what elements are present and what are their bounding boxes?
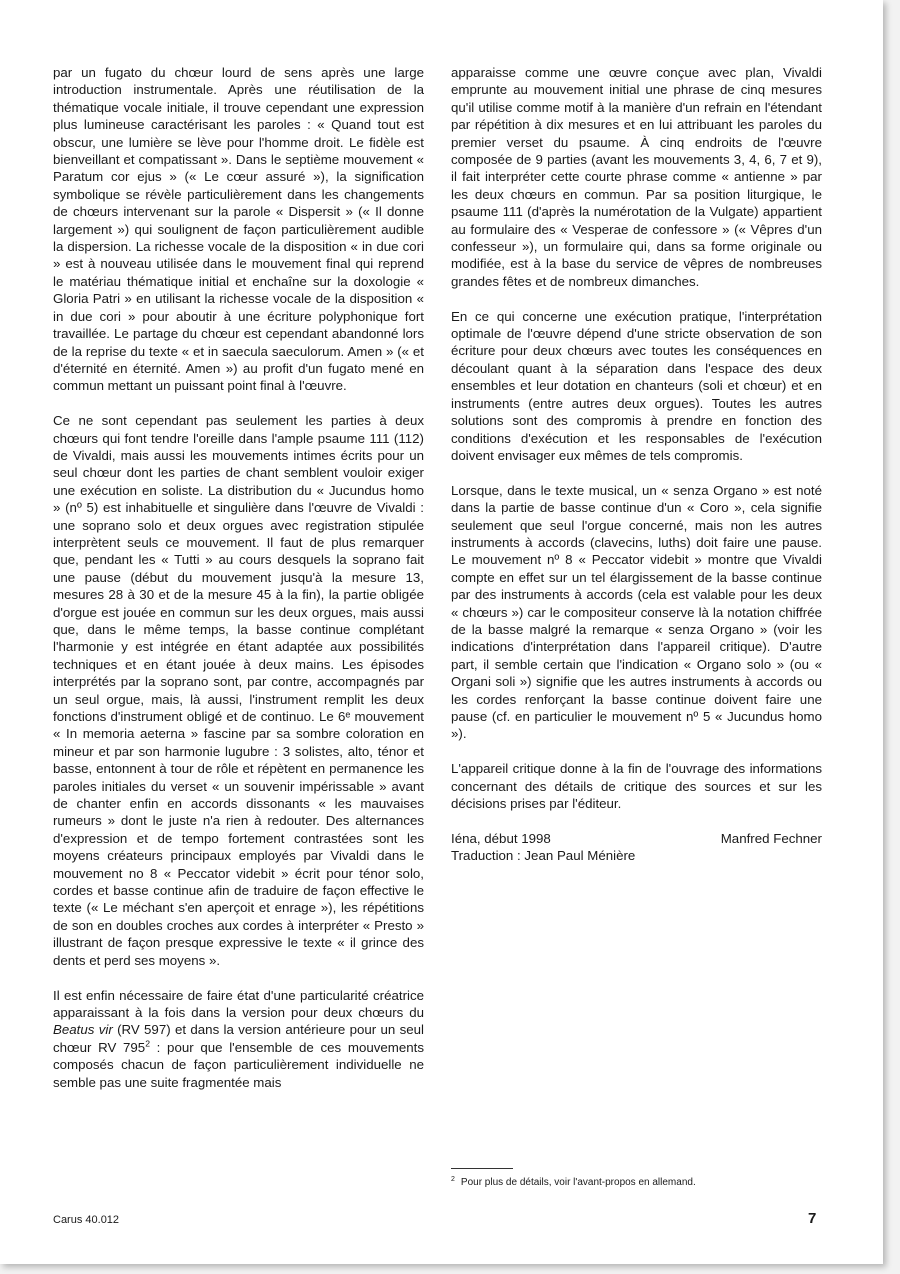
translation-credit: Traduction : Jean Paul Ménière xyxy=(451,848,636,864)
left-paragraph-3-part-a: Il est enfin nécessaire de faire état d'une particularité créatrice apparaissant à la fois dans la version pour deux chœurs du xyxy=(53,987,424,1020)
catalog-number: Carus 40.012 xyxy=(53,1214,120,1226)
left-paragraph-2: Ce ne sont cependant pas seulement les parties à deux chœurs qui font tendre l'oreille dans l'ample psaume 111 (112) de Vivaldi, mais aussi les mouvements intimes écrits pour un seul chœur dont les parties de chant semblent vouloir exiger une exécution en soliste. La distribution du « Jucundus homo » (nº 5) est inhabituelle et singulière dans l'œuvre de Vivaldi : une soprano solo et deux orgues avec registration stipulée interprètent seuls ce mouvement. Il faut de plus remarquer que, pendant les « Tutti » au cours desquels la soprano fait une pause (début du mouvement jusqu'à la mesure 13, mesures 28 à 30 et de la mesure 45 à la fin), la partie obligée d'orgue est jouée en commun sur les deux orgues, mais aussi que, dans le même temps, la basse continue complétant l'harmonie y est intégrée en étant adaptée aux possibilités techniques et en étant jouée à deux mains. Les épisodes interprétés par la soprano sont, par contre, accompagnés par un seul orgue, mais, là aussi, l'instrument remplit les deux fonctions d'instrument obligé et de continuo. Le 6ᵉ mouvement « In memoria aeterna » fascine par sa sombre coloration en mineur et par son harmonie lugubre : 3 solistes, alto, ténor et basse, entonnent à tour de rôle et répètent en permanence les paroles initiales du verset « un souvenir impérissable » avant de chanter enfin en accords dissonants « les mauvaises rumeurs » dont le juste n'a rien à redouter. Des alternances d'expression et de tempo fortement contrastées sont les moyens créateurs principaux employés par Vivaldi dans le mouvement no 8 « Peccator videbit » écrit pour ténor solo, cordes et basse continue afin de traduire de façon effective le texte (« Le méchant s'en aperçoit et enrage »), les répétitions de son en doubles croches aux cordes à interpréter « Presto » illustrant de façon presque expressive le texte « il grince des dents et perd ses moyens ». xyxy=(53,413,424,968)
footnote-reference[interactable]: 2 xyxy=(145,1038,150,1049)
place-date: Iéna, début 1998 xyxy=(451,830,551,846)
left-column xyxy=(53,64,424,1108)
footnote xyxy=(451,1176,831,1189)
signature-row xyxy=(451,830,822,847)
left-paragraph-3-part-b: (RV 597) et dans la version antérieure pour un seul chœur RV 795 xyxy=(53,1022,424,1055)
left-paragraph-1: par un fugato du chœur lourd de sens après une large introduction instrumentale. Après une réutilisation de la thématique vocale initiale, il trouve cependant une expression plus lumineuse caractérisant les paroles : « Quand tout est obscur, une lumière se lève pour l'homme droit. Le fidèle est bienveillant et compatissant ». Dans le septième mouvement « Paratum cor ejus » (« Le cœur assuré »), la signification symbolique se révèle particulièrement dans les changements de chœurs intervenant sur la parole « Dispersit » (« Il donne largement ») qui soulignent de façon particulièrement audible la dispersion. La richesse vocale de la disposition « in due cori » est à nouveau utilisée dans le mouvement final qui reprend le matériau thématique initial et enchaîne sur la doxologie « Gloria Patri » en utilisant la richesse vocale de la disposition « in due cori » pour aboutir à une écriture polyphonique fort travaillée. Le partage du chœur est cependant abandonné lors de la reprise du texte « et in saecula saeculorum. Amen » (« et d'éternité en éternité. Amen ») au profit d'un fugato mené en commun mettant un puissant point final à l'œuvre. xyxy=(53,65,424,394)
left-paragraph-3-part-c: : pour que l'ensemble de ces mouvements composés chacun de façon particulièrement individuelle ne semble pas une suite fragmentée mais xyxy=(53,1039,424,1090)
footnote-text: Pour plus de détails, voir l'avant-propos en allemand. xyxy=(460,1177,696,1188)
right-paragraph-3: Lorsque, dans le texte musical, un « senza Organo » est noté dans la partie de basse continue d'un « Coro », cela signifie seulement que seul l'orgue concerné, mais non les autres instruments à accords (clavecins, luths) doit faire une pause. Le mouvement nº 8 « Peccator videbit » montre que Vivaldi compte en effet sur un tel élargissement de la basse continue par des instruments à accords (cela est valable pour les deux « chœurs ») car le compositeur conserve là la notation chiffrée de la basse malgré la remarque « senza Organo » (voir les indications d'interprétation dans l'appareil critique). D'autre part, il semble certain que l'indication « Organo solo » (ou « Organi soli ») signifie que les autres instruments à accords ou les cordes renforçant la basse continue doivent faire une pause (cf. en particulier le mouvement nº 5 « Jucundus homo »). xyxy=(451,482,822,742)
author-name: Manfred Fechner xyxy=(720,830,822,846)
page-number: 7 xyxy=(808,1210,817,1227)
right-column xyxy=(451,64,822,865)
work-title-beatus-vir: Beatus vir xyxy=(53,1022,113,1038)
right-paragraph-4: L'appareil critique donne à la fin de l'ouvrage des informations concernant des détails de critique des sources et sur les décisions prises par l'éditeur. xyxy=(451,761,822,812)
left-paragraph-3 xyxy=(53,987,424,1091)
footnote-number: 2 xyxy=(451,1175,455,1183)
footnote-divider xyxy=(451,1168,513,1169)
right-paragraph-2: En ce qui concerne une exécution pratique, l'interprétation optimale de l'œuvre dépend d'une stricte observation de son écriture pour deux chœurs avec toutes les conséquences en découlant quant à la séparation dans l'espace des deux ensembles et leur dotation en chanteurs (soli et chœur) et en instruments (entre autres deux orgues). Toutes les autres solutions sont des compromis à prendre en fonction des conditions d'exécution et les responsables de l'exécution doivent envisager eux mêmes de tels compromis. xyxy=(451,308,822,463)
right-paragraph-1: apparaisse comme une œuvre conçue avec plan, Vivaldi emprunte au mouvement initial une phrase de cinq mesures qu'il utilise comme motif à la manière d'un refrain en l'étendant par répétition à dix mesures et en lui attribuant les paroles du premier verset du psaume. À cinq endroits de l'œuvre composée de 9 parties (avant les mouvements 3, 4, 6, 7 et 9), il fait interpréter cette courte phrase comme « antienne » par les deux chœurs en commun. Par sa position liturgique, le psaume 111 (d'après la numérotation de la Vulgate) appartient au formulaire des « Vesperae de confessore » (« Vêpres d'un confesseur »), un formulaire qui, dans sa forme originale ou modifiée, est à la base du service de vêpres de nombreuses grandes fêtes et de nombreux dimanches. xyxy=(451,65,822,289)
